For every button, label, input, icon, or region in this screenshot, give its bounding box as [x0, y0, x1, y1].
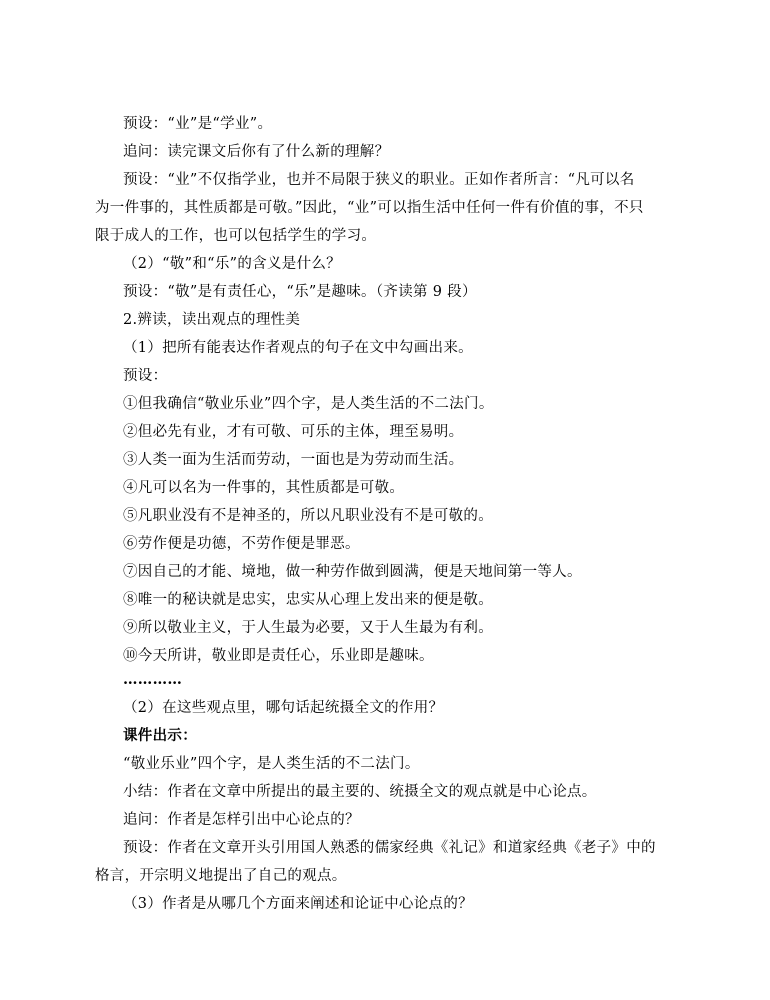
paragraph-line: 预设： [123, 368, 168, 384]
paragraph-line: （2）“敬”和“乐”的含义是什么？ [123, 256, 341, 272]
paragraph-line: 小结：作者在文章中所提出的最主要的、统摄全文的观点就是中心论点。 [123, 784, 597, 800]
paragraph-line: 预设：“敬”是有责任心，“乐”是趣味。（齐读第 9 段） [123, 284, 477, 300]
list-item: ②但必先有业，才有可敬、可乐的主体，理至易明。 [123, 424, 464, 440]
list-item: ⑩今天所讲，敬业即是责任心，乐业即是趣味。 [123, 648, 434, 664]
paragraph-line: （3）作者是从哪几个方面来阐述和论证中心论点的？ [123, 896, 473, 912]
list-item: ③人类一面为生活而劳动，一面也是为劳动而生活。 [123, 452, 464, 468]
paragraph-line: （2）在这些观点里，哪句话起统摄全文的作用？ [123, 700, 444, 716]
paragraph-line: 格言，开宗明义地提出了自己的观点。 [95, 868, 347, 884]
list-item: ⑨所以敬业主义，于人生最为必要，又于人生最为有利。 [123, 620, 493, 636]
paragraph-line: 追问：作者是怎样引出中心论点的？ [123, 812, 360, 828]
list-item: ⑦因自己的才能、境地，做一种劳作做到圆满，便是天地间第一等人。 [123, 564, 582, 580]
paragraph-line: “敬业乐业”四个字，是人类生活的不二法门。 [123, 756, 420, 772]
list-item: ⑤凡职业没有不是神圣的，所以凡职业没有不是可敬的。 [123, 508, 493, 524]
paragraph-line: 追问：读完课文后你有了什么新的理解？ [123, 144, 390, 160]
list-item: ⑥劳作便是功德，不劳作便是罪恶。 [123, 536, 360, 552]
paragraph-line: 为一件事的，其性质都是可敬。”因此，“业”可以指生活中任何一件有价值的事，不只 [95, 200, 644, 216]
paragraph-line: （1）把所有能表达作者观点的句子在文中勾画出来。 [123, 340, 473, 356]
paragraph-line: 限于成人的工作，也可以包括学生的学习。 [95, 228, 377, 244]
paragraph-line: 预设：“业”是“学业”。 [123, 116, 273, 132]
paragraph-line: 2.辨读，读出观点的理性美 [123, 312, 301, 328]
list-item: ①但我确信“敬业乐业”四个字，是人类生活的不二法门。 [123, 396, 494, 412]
list-item: ⑧唯一的秘诀就是忠实，忠实从心理上发出来的便是敬。 [123, 592, 493, 608]
list-item: ④凡可以名为一件事的，其性质都是可敬。 [123, 480, 405, 496]
ellipsis: ………… [123, 671, 183, 688]
section-label: 课件出示： [123, 727, 197, 744]
paragraph-line: 预设：作者在文章开头引用国人熟悉的儒家经典《礼记》和道家经典《老子》中的 [123, 840, 656, 856]
paragraph-line: 预设：“业”不仅指学业，也并不局限于狭义的职业。正如作者所言：“凡可以名 [123, 172, 635, 188]
